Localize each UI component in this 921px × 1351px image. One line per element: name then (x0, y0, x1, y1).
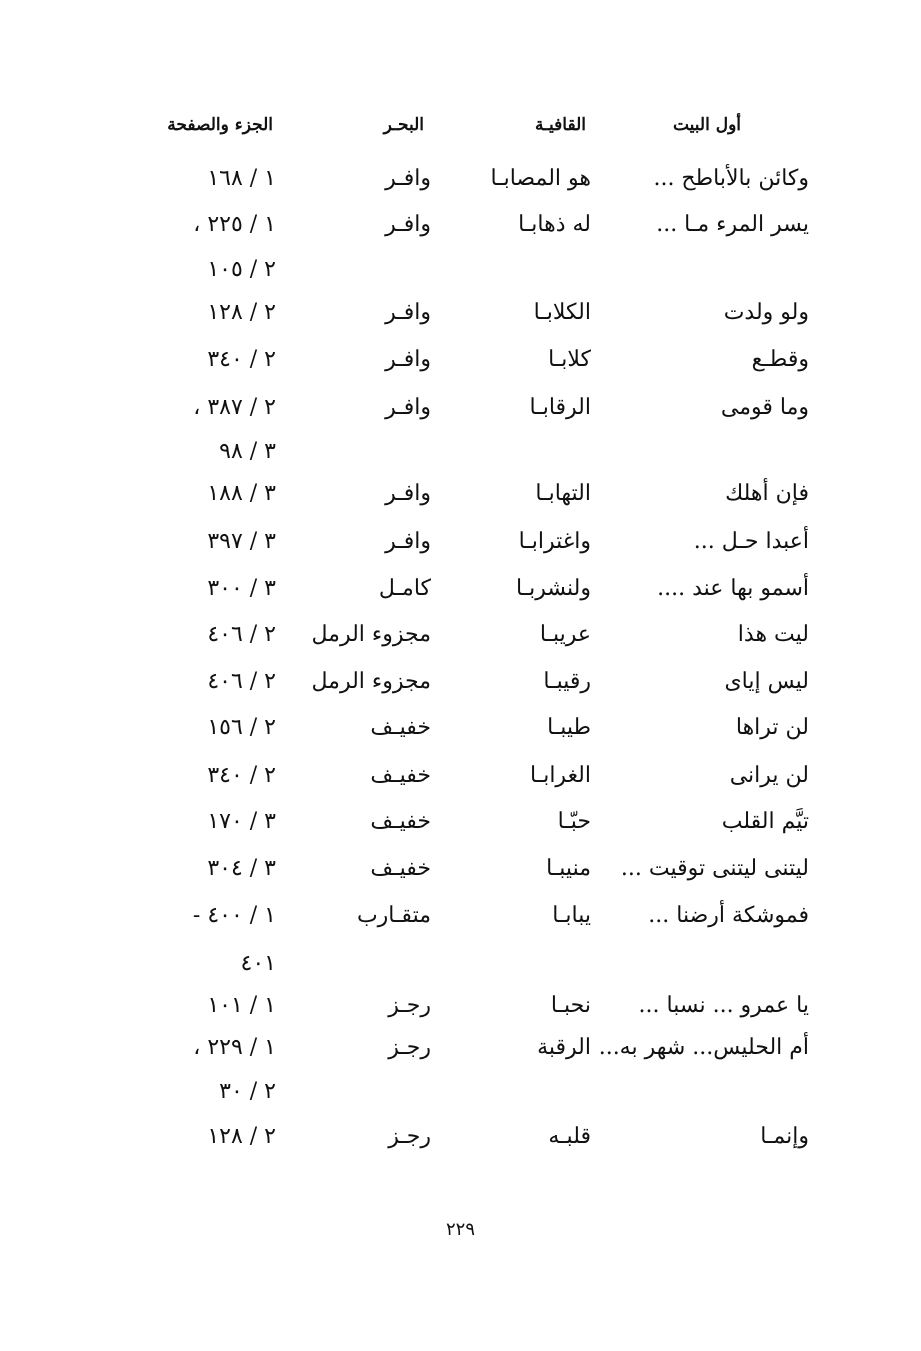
rhyme-cell: التهابـا (535, 481, 591, 506)
rhyme-cell: واغترابـا (518, 529, 591, 554)
meter-cell: رجـز (388, 1124, 431, 1149)
first-verse-cell: ولو ولدت (723, 300, 809, 325)
reference-cell: ٣ / ١٧٠ (207, 809, 276, 834)
rhyme-cell: الرقابـا (529, 395, 591, 420)
rhyme-cell: الكلابـا (533, 300, 591, 325)
reference-cell: ١ / ١٦٨ (207, 166, 276, 191)
page-number: ٢٢٩ (445, 1219, 475, 1240)
header-meter: البحـر (383, 115, 424, 135)
first-verse-cell: ليت هذا (737, 622, 809, 647)
table-row (0, 573, 921, 613)
reference-cell: ٢ / ٣٨٧ ، (193, 395, 276, 420)
header-first-verse: أول البيت (672, 115, 741, 135)
table-header (0, 115, 921, 149)
reference-cell: ٢ / ٣٤٠ (207, 347, 276, 372)
meter-cell: وافـر (385, 212, 431, 237)
rhyme-cell: الرقبة (537, 1035, 591, 1060)
reference-continuation: ٣ / ٩٨ (219, 439, 276, 464)
first-verse-cell: تيَّم القلب (721, 809, 809, 834)
rhyme-cell: قلبـه (548, 1124, 591, 1149)
first-verse-cell: وقطـع (751, 347, 809, 372)
meter-cell: خفيـف (370, 715, 431, 740)
first-verse-cell: لن يرانى (729, 763, 809, 788)
reference-cell: ١ / ٢٢٩ ، (193, 1035, 276, 1060)
meter-cell: كامـل (378, 576, 431, 601)
table-row (0, 1032, 921, 1072)
reference-cell: ١ / ٤٠٠ - (192, 903, 276, 928)
rhyme-cell: نحبـا (550, 993, 591, 1018)
first-verse-cell: ليتنى ليتنى توقيت ... (620, 856, 809, 881)
first-verse-cell: أعبدا حـل ... (693, 529, 809, 554)
reference-cell: ٢ / ١٢٨ (207, 1124, 276, 1149)
reference-cell: ١ / ٢٢٥ ، (193, 212, 276, 237)
table-row (0, 712, 921, 752)
meter-cell: وافـر (385, 395, 431, 420)
meter-cell: رجـز (388, 993, 431, 1018)
rhyme-cell: رقيبـا (543, 669, 591, 694)
table-row (0, 344, 921, 384)
reference-cell: ٣ / ١٨٨ (207, 481, 276, 506)
reference-cell: ٢ / ٣٤٠ (207, 763, 276, 788)
reference-continuation: ٢ / ١٠٥ (207, 257, 276, 282)
reference-continuation: ٢ / ٣٠ (219, 1079, 276, 1104)
first-verse-cell: أسمو بها عند .... (657, 576, 809, 601)
first-verse-cell: يا عمرو ... نسبا ... (638, 993, 809, 1018)
reference-continuation: ٤٠١ (240, 951, 276, 976)
table-row (0, 900, 921, 940)
table-row (0, 209, 921, 249)
meter-cell: وافـر (385, 300, 431, 325)
reference-cell: ١ / ١٠١ (207, 993, 276, 1018)
table-row (0, 990, 921, 1030)
reference-cell: ٢ / ١٢٨ (207, 300, 276, 325)
rhyme-cell: ولنشربـا (515, 576, 591, 601)
rhyme-cell: طيبـا (547, 715, 591, 740)
first-verse-cell: وما قومى (720, 395, 809, 420)
table-row (0, 163, 921, 203)
first-verse-cell: ليس إياى (724, 669, 809, 694)
table-row (0, 526, 921, 566)
meter-cell: وافـر (385, 481, 431, 506)
header-rhyme: القافيـة (534, 115, 586, 135)
header-volume-page: الجزء والصفحة (167, 115, 273, 135)
table-row (0, 806, 921, 846)
table-row (0, 392, 921, 432)
meter-cell: وافـر (385, 166, 431, 191)
first-verse-cell: فموشكة أرضنا ... (648, 903, 809, 928)
rhyme-cell: عريبـا (539, 622, 591, 647)
meter-cell: خفيـف (370, 856, 431, 881)
reference-cell: ٢ / ١٥٦ (207, 715, 276, 740)
first-verse-cell: لن تراها (735, 715, 809, 740)
meter-cell: وافـر (385, 529, 431, 554)
meter-cell: مجزوء الرمل (311, 622, 431, 647)
reference-cell: ٣ / ٣٩٧ (207, 529, 276, 554)
reference-cell: ٢ / ٤٠٦ (207, 622, 276, 647)
rhyme-cell: منيبـا (546, 856, 591, 881)
table-row (0, 619, 921, 659)
meter-cell: رجـز (388, 1035, 431, 1060)
first-verse-cell: وإنمـا (760, 1124, 809, 1149)
first-verse-cell: فإن أهلك (725, 481, 809, 506)
first-verse-cell: أم الحليس... شهر به... (598, 1035, 809, 1060)
first-verse-cell: وكائن بالأباطح ... (653, 166, 809, 191)
rhyme-cell: حبّـا (557, 809, 591, 834)
reference-cell: ٣ / ٣٠٤ (207, 856, 276, 881)
meter-cell: متقـارب (356, 903, 431, 928)
table-row (0, 297, 921, 337)
rhyme-cell: هو المصابـا (490, 166, 591, 191)
rhyme-cell: يبابـا (552, 903, 591, 928)
table-row (0, 666, 921, 706)
table-row (0, 853, 921, 893)
meter-cell: وافـر (385, 347, 431, 372)
meter-cell: خفيـف (370, 809, 431, 834)
reference-cell: ٢ / ٤٠٦ (207, 669, 276, 694)
meter-cell: مجزوء الرمل (311, 669, 431, 694)
table-row (0, 760, 921, 800)
rhyme-cell: الغرابـا (530, 763, 591, 788)
meter-cell: خفيـف (370, 763, 431, 788)
table-row (0, 1121, 921, 1161)
first-verse-cell: يسر المرء مـا ... (656, 212, 809, 237)
rhyme-cell: له ذهابـا (518, 212, 591, 237)
table-row (0, 478, 921, 518)
reference-cell: ٣ / ٣٠٠ (207, 576, 276, 601)
rhyme-cell: كلابـا (548, 347, 591, 372)
